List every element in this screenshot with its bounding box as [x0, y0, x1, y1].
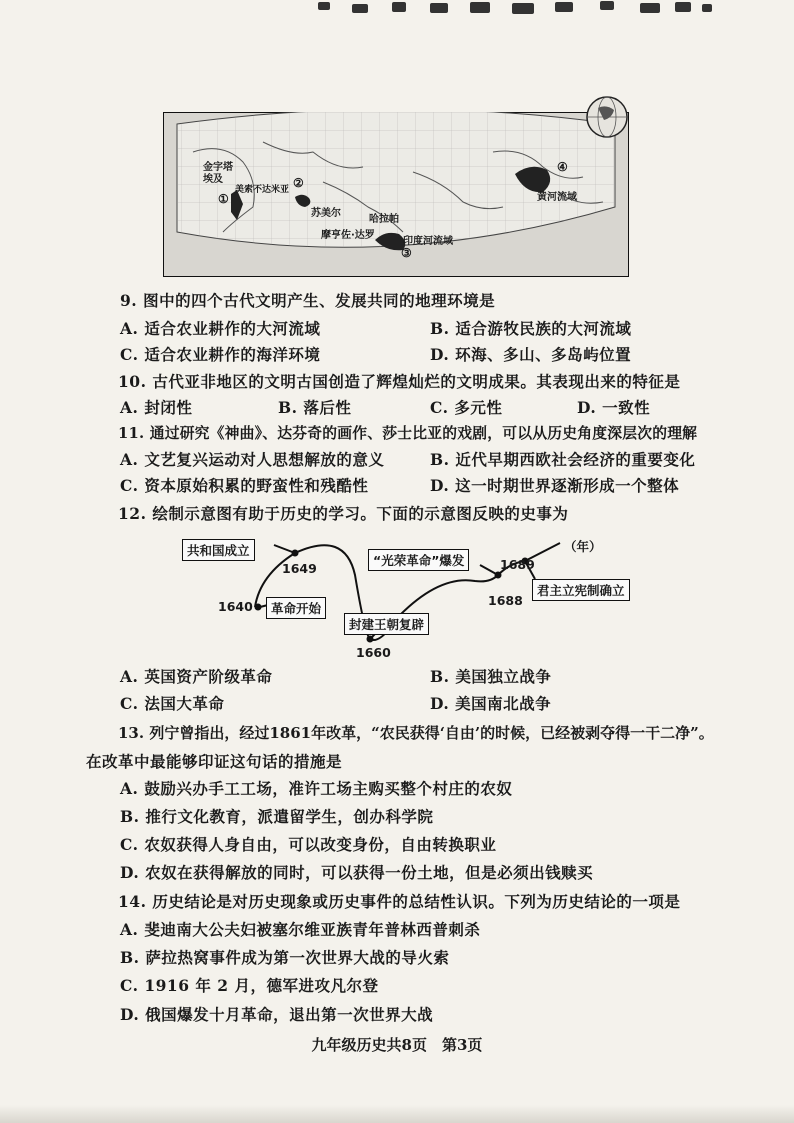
q13-option-c: C. 农奴获得人身自由，可以改变身份，自由转换职业: [120, 835, 497, 854]
map-num-3: ③: [401, 246, 412, 260]
q13-option-d: D. 农奴在获得解放的同时，可以获得一份土地，但是必须出钱赎买: [120, 863, 594, 882]
map-num-1: ①: [218, 192, 229, 206]
q13-stem-line1: 13. 列宁曾指出，经过1861年改革，“农民获得‘自由’的时候，已经被剥夺得一干二净”。: [118, 724, 714, 742]
map-label-egypt-line2: 埃及: [203, 174, 223, 185]
q10-option-d: D. 一致性: [577, 398, 651, 417]
timeline-box-republic: 共和国成立: [182, 539, 255, 561]
q11-option-a: A. 文艺复兴运动对人思想解放的意义: [120, 450, 385, 469]
timeline-year-1649: 1649: [282, 561, 317, 576]
timeline-box-glorious: “光荣革命”爆发: [368, 549, 469, 571]
q9-option-b: B. 适合游牧民族的大河流域: [430, 319, 632, 338]
globe-inset: [584, 94, 630, 144]
q9-option-a: A. 适合农业耕作的大河流域: [120, 319, 321, 338]
q11-stem: 11. 通过研究《神曲》、达芬奇的画作、莎士比亚的戏剧，可以从历史角度深层次的理解: [118, 425, 698, 442]
q10-option-a: A. 封闭性: [120, 398, 193, 417]
q9-stem: 9. 图中的四个古代文明产生、发展共同的地理环境是: [120, 291, 496, 310]
map-label-egypt-line1: 金字塔: [203, 162, 233, 173]
q9-option-d: D. 环海、多山、多岛屿位置: [430, 345, 632, 364]
page-footer: 九年级历史共8页 第3页: [311, 1036, 483, 1054]
q9-option-c: C. 适合农业耕作的海洋环境: [120, 345, 321, 364]
q12-option-a: A. 英国资产阶级革命: [120, 667, 273, 686]
q14-option-b: B. 萨拉热窝事件成为第一次世界大战的导火索: [120, 948, 450, 967]
map-num-2: ②: [293, 176, 304, 190]
map-label-china: 黄河流域: [537, 192, 577, 203]
q13-stem-line2: 在改革中最能够印证这句话的措施是: [86, 752, 343, 771]
q14-option-a: A. 斐迪南大公夫妇被塞尔维亚族青年普林西普刺杀: [120, 920, 481, 939]
map-label-harappa: 哈拉帕: [369, 214, 399, 225]
q10-option-c: C. 多元性: [430, 398, 503, 417]
map-label-babylon: 美索不达米亚: [235, 185, 290, 195]
map-label-sumer: 苏美尔: [311, 208, 341, 219]
ancient-civilizations-map: [163, 112, 629, 277]
q14-option-d: D. 俄国爆发十月革命，退出第一次世界大战: [120, 1005, 434, 1024]
timeline-year-1640: 1640: [218, 599, 253, 614]
timeline-year-1689: 1689: [500, 557, 535, 572]
scan-edge-shadow: [0, 1105, 794, 1123]
q12-option-d: D. 美国南北战争: [430, 694, 552, 713]
map-label-mohenjo: 摩亨佐·达罗: [321, 230, 375, 241]
timeline-unit: （年）: [564, 539, 602, 554]
q14-stem: 14. 历史结论是对历史现象或历史事件的总结性认识。下列为历史结论的一项是: [118, 892, 681, 911]
q13-option-a: A. 鼓励兴办手工工场，准许工场主购买整个村庄的农奴: [120, 779, 513, 798]
q11-option-c: C. 资本原始积累的野蛮性和残酷性: [120, 476, 369, 495]
timeline-year-1660: 1660: [356, 645, 391, 660]
q11-option-b: B. 近代早期西欧社会经济的重要变化: [430, 450, 696, 469]
timeline-year-1688: 1688: [488, 593, 523, 608]
q12-timeline-diagram: [180, 535, 640, 663]
map-label-indus: 印度河流域: [403, 236, 453, 247]
timeline-box-revolution-start: 革命开始: [266, 597, 326, 619]
timeline-box-constitutional: 君主立宪制确立: [532, 579, 630, 601]
map-label-egypt: [203, 162, 233, 186]
cropped-header-strip: [0, 0, 794, 22]
timeline-box-restoration: 封建王朝复辟: [344, 613, 429, 635]
q12-option-c: C. 法国大革命: [120, 694, 225, 713]
q14-option-c: C. 1916 年 2 月，德军进攻凡尔登: [120, 976, 379, 995]
q12-stem: 12. 绘制示意图有助于历史的学习。下面的示意图反映的史事为: [118, 504, 569, 523]
q10-stem: 10. 古代亚非地区的文明古国创造了辉煌灿烂的文明成果。其表现出来的特征是: [118, 372, 681, 391]
q10-option-b: B. 落后性: [278, 398, 352, 417]
q11-option-d: D. 这一时期世界逐渐形成一个整体: [430, 476, 680, 495]
map-num-4: ④: [557, 160, 568, 174]
q12-option-b: B. 美国独立战争: [430, 667, 552, 686]
q13-option-b: B. 推行文化教育，派遣留学生，创办科学院: [120, 807, 434, 826]
